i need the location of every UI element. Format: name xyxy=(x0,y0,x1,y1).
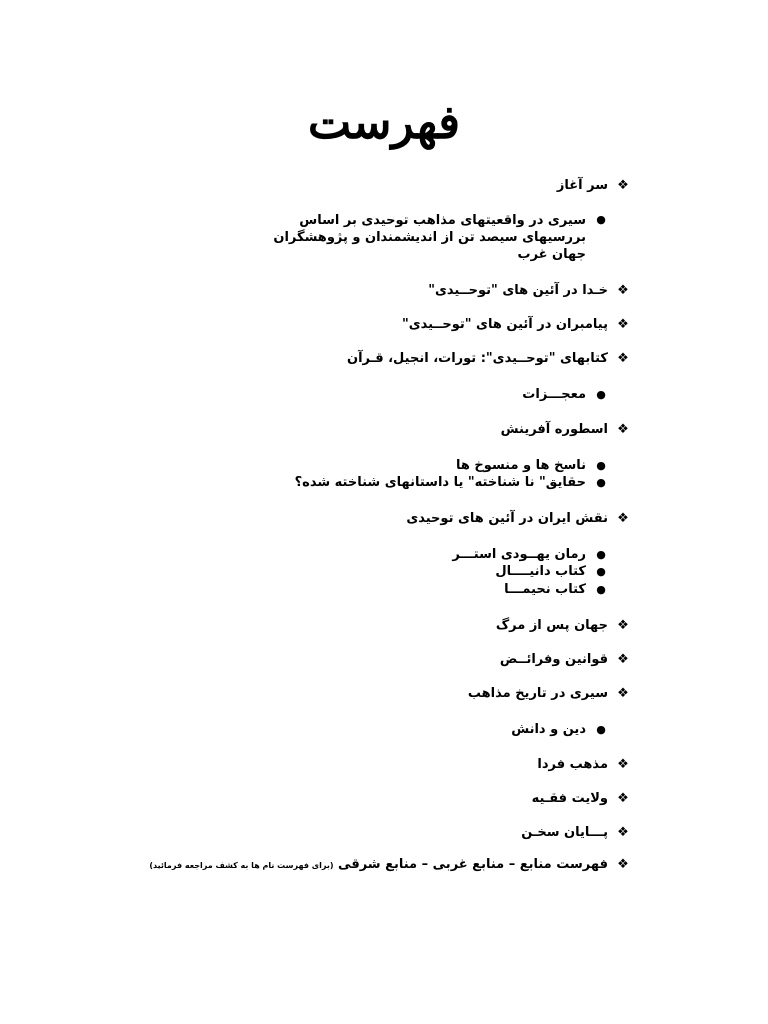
toc-item xyxy=(112,351,632,367)
toc-item-label: سر آغاز xyxy=(556,178,608,193)
toc-item-label: پیامبران در آئین های "توحــیدی" xyxy=(401,317,608,332)
diamond-bullet-icon: ❖ xyxy=(617,283,629,298)
diamond-bullet-icon: ❖ xyxy=(617,791,629,806)
dot-bullet-icon: ● xyxy=(596,548,606,561)
dot-bullet-icon: ● xyxy=(596,459,606,472)
diamond-bullet-icon: ❖ xyxy=(617,511,629,526)
toc-item-label: سیری در تاریخ مذاهب xyxy=(467,686,608,701)
toc-item xyxy=(112,857,632,874)
toc-item-label: دین و دانش xyxy=(511,722,586,737)
toc-subitem xyxy=(90,564,610,580)
diamond-bullet-icon: ❖ xyxy=(617,351,629,366)
page-title: فهرست xyxy=(307,95,461,149)
toc-item-label: ناسخ ها و منسوخ ها xyxy=(456,458,586,473)
toc-item-label: جهان پس از مرگ xyxy=(495,618,608,633)
diamond-bullet-icon: ❖ xyxy=(617,825,629,840)
toc-subitem xyxy=(90,582,610,598)
dot-bullet-icon: ● xyxy=(596,476,606,489)
toc-subitem xyxy=(90,547,610,563)
toc-item-label: پـــایان سخـن xyxy=(521,825,608,840)
toc-item xyxy=(112,791,632,807)
toc-item-label: کتابهای "توحــیدی": تورات، انجیل، قـرآن xyxy=(347,351,608,366)
toc-item-label: رمان یهــودی استـــر xyxy=(452,547,586,562)
toc-item-label: کتاب نحیمـــا xyxy=(504,582,586,597)
toc-item xyxy=(112,511,632,527)
toc-item xyxy=(112,422,632,438)
toc-item xyxy=(112,178,632,194)
toc-subitem xyxy=(90,212,610,263)
diamond-bullet-icon: ❖ xyxy=(617,757,629,772)
toc-item xyxy=(112,825,632,841)
toc-item-label: مذهب فردا xyxy=(537,757,608,772)
toc-item xyxy=(112,283,632,299)
diamond-bullet-icon: ❖ xyxy=(617,857,629,872)
diamond-bullet-icon: ❖ xyxy=(617,422,629,437)
toc-item-label: خـدا در آئین های "توحــیدی" xyxy=(428,283,608,298)
diamond-bullet-icon: ❖ xyxy=(617,618,629,633)
diamond-bullet-icon: ❖ xyxy=(617,686,629,701)
dot-bullet-icon: ● xyxy=(596,388,606,401)
toc-item-note: (برای فهرست نام ها به کشف مراجعه فرمائید) xyxy=(149,861,334,870)
toc-item xyxy=(112,757,632,773)
toc-item-label: اسطوره آفرینش xyxy=(500,422,608,437)
toc-item xyxy=(112,317,632,333)
toc-item-label: کتاب دانیــــال xyxy=(495,564,586,579)
toc-item-label: ولایت فقـیه xyxy=(531,791,608,806)
dot-bullet-icon: ● xyxy=(596,565,606,578)
toc-item-label: فهرست منابع – منابع غربی – منابع شرقی xyxy=(338,857,608,872)
toc-subitem xyxy=(90,722,610,738)
toc-subitem xyxy=(90,387,610,403)
toc-item xyxy=(112,652,632,668)
toc-item xyxy=(112,686,632,702)
toc-item-label: معجـــزات xyxy=(522,387,586,402)
toc-item-label: نقش ایران در آئین های توحیدی xyxy=(406,511,608,526)
diamond-bullet-icon: ❖ xyxy=(617,652,629,667)
toc-item-label: سیری در واقعیتهای مذاهب توحیدی بر اساس بررسیهای سیصد تن از اندیشمندان و پژوهشگران جهان غرب xyxy=(273,213,586,262)
diamond-bullet-icon: ❖ xyxy=(617,178,629,193)
diamond-bullet-icon: ❖ xyxy=(617,317,629,332)
toc-subitem xyxy=(90,475,610,491)
dot-bullet-icon: ● xyxy=(596,213,606,226)
toc-item-label: حقایق" نا شناخته" یا داستانهای شناخته شده؟ xyxy=(294,475,586,490)
dot-bullet-icon: ● xyxy=(596,723,606,736)
toc-item-label: قوانین وفرائــض xyxy=(499,652,608,667)
toc-item xyxy=(112,618,632,634)
toc-subitem xyxy=(90,458,610,474)
dot-bullet-icon: ● xyxy=(596,583,606,596)
